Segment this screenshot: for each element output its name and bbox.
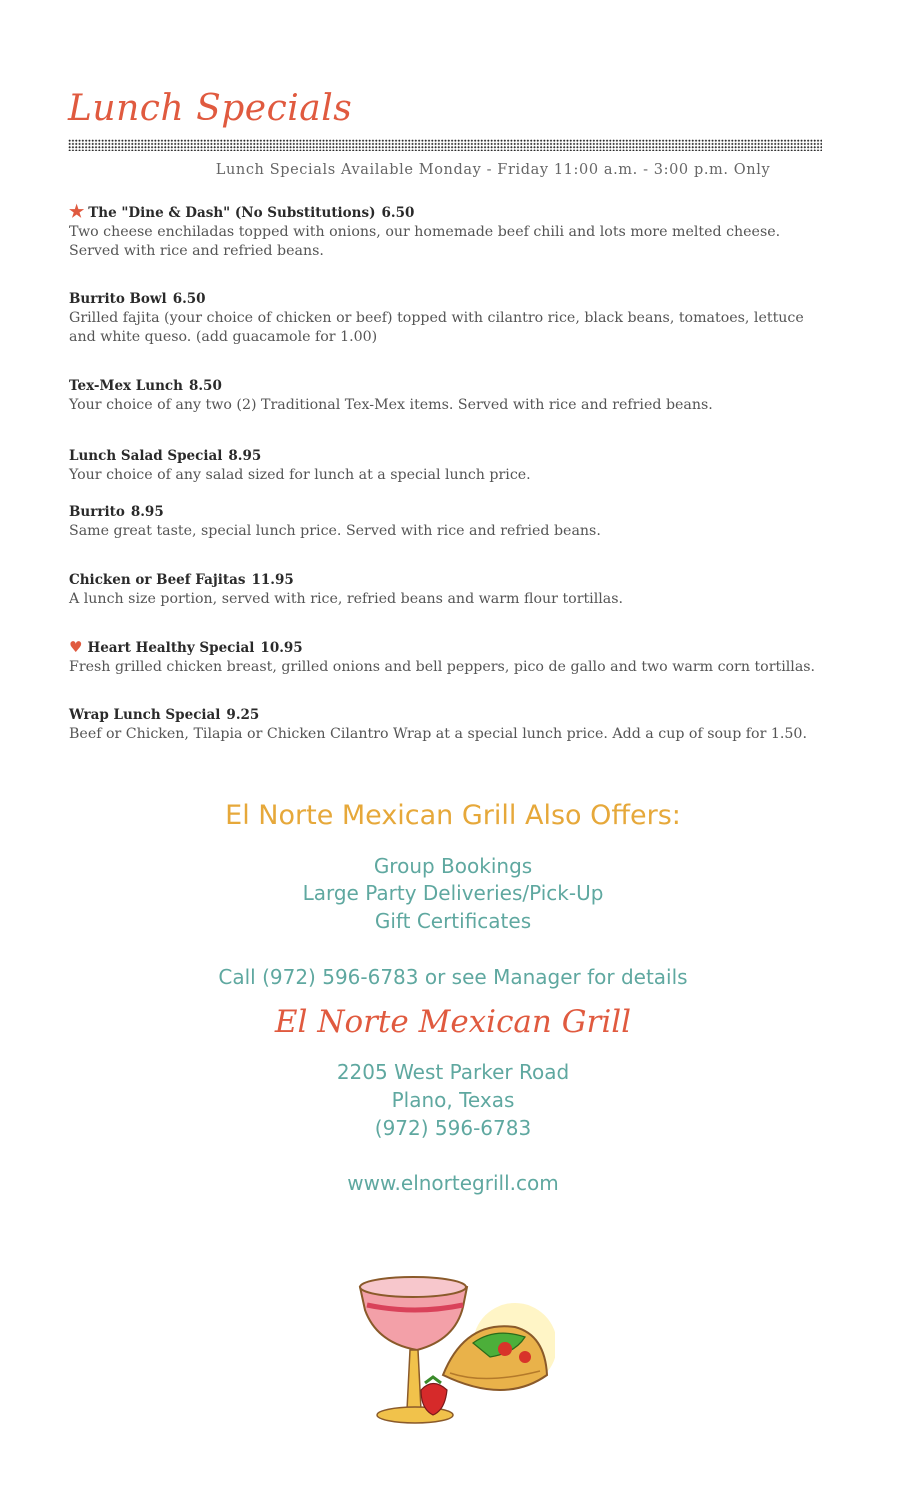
offer-deliveries: Large Party Deliveries/Pick-Up — [302, 881, 604, 905]
menu-item-burrito-bowl — [69, 289, 829, 347]
star-icon: ★ — [69, 202, 85, 222]
taco-tomato-shape — [519, 1351, 531, 1363]
glass-stem-shape — [407, 1350, 421, 1410]
item-price: 6.50 — [172, 291, 206, 307]
page-title: Lunch Specials — [68, 88, 353, 129]
taco-tomato-shape — [498, 1342, 512, 1356]
website-link[interactable]: www.elnortegrill.com — [347, 1171, 559, 1195]
item-price: 8.95 — [130, 504, 164, 520]
heart-icon: ♥ — [69, 638, 83, 656]
menu-item-dine-dash — [69, 202, 829, 261]
strawberry-leaf-shape — [425, 1377, 441, 1383]
item-price: 8.95 — [228, 448, 262, 464]
dotted-divider — [68, 139, 822, 151]
item-name: Tex-Mex Lunch — [69, 378, 183, 394]
menu-item-wrap-lunch — [69, 705, 829, 744]
item-description: Beef or Chicken, Tilapia or Chicken Cilantro Wrap at a special lunch price. Add a cup of soup for 1.50. — [69, 726, 807, 742]
item-price: 9.25 — [226, 707, 260, 723]
menu-item-tex-mex-lunch — [69, 376, 829, 415]
menu-item-heart-healthy — [69, 637, 829, 677]
margarita-taco-illustration — [355, 1265, 555, 1445]
offer-gift-certificates: Gift Certificates — [374, 909, 532, 933]
item-price: 8.50 — [188, 378, 222, 394]
item-description: A lunch size portion, served with rice, refried beans and warm flour tortillas. — [69, 591, 624, 607]
item-name: Burrito Bowl — [69, 291, 167, 307]
address-line1: 2205 West Parker Road — [336, 1060, 570, 1084]
glass-base-shape — [377, 1407, 453, 1423]
item-description: Same great taste, special lunch price. Served with rice and refried beans. — [69, 523, 601, 539]
item-description: Fresh grilled chicken breast, grilled onions and bell peppers, pico de gallo and two warm corn tortillas. — [69, 659, 816, 675]
brand-name: El Norte Mexican Grill — [274, 1004, 632, 1040]
item-price: 10.95 — [260, 640, 303, 656]
address-line2: Plano, Texas — [391, 1088, 515, 1112]
menu-item-fajitas — [69, 570, 829, 609]
menu-item-lunch-salad — [69, 446, 829, 485]
menu-item-burrito — [69, 502, 829, 541]
item-description: Two cheese enchiladas topped with onions, our homemade beef chili and lots more melted cheese. Served with rice and refried beans. — [69, 224, 781, 259]
phone-number: (972) 596-6783 — [374, 1116, 532, 1140]
item-name: Heart Healthy Special — [87, 640, 255, 656]
offer-group-bookings: Group Bookings — [373, 854, 533, 878]
item-name: Chicken or Beef Fajitas — [69, 572, 246, 588]
glass-rim-shape — [360, 1277, 466, 1297]
call-for-details: Call (972) 596-6783 or see Manager for details — [218, 965, 688, 989]
item-description: Your choice of any two (2) Traditional Tex-Mex items. Served with rice and refried beans. — [69, 397, 713, 413]
item-description: Your choice of any salad sized for lunch at a special lunch price. — [69, 467, 531, 483]
item-name: Wrap Lunch Special — [69, 707, 221, 723]
item-name: The "Dine & Dash" (No Substitutions) — [88, 205, 376, 221]
item-price: 6.50 — [381, 205, 415, 221]
item-description: Grilled fajita (your choice of chicken or beef) topped with cilantro rice, black beans, tomatoes, lettuce and white queso. (add guacamole for 1.00) — [69, 310, 804, 345]
item-name: Burrito — [69, 504, 125, 520]
offers-title: El Norte Mexican Grill Also Offers: — [225, 800, 681, 831]
item-price: 11.95 — [251, 572, 294, 588]
item-name: Lunch Salad Special — [69, 448, 223, 464]
availability-note: Lunch Specials Available Monday - Friday 11:00 a.m. - 3:00 p.m. Only — [215, 162, 771, 178]
